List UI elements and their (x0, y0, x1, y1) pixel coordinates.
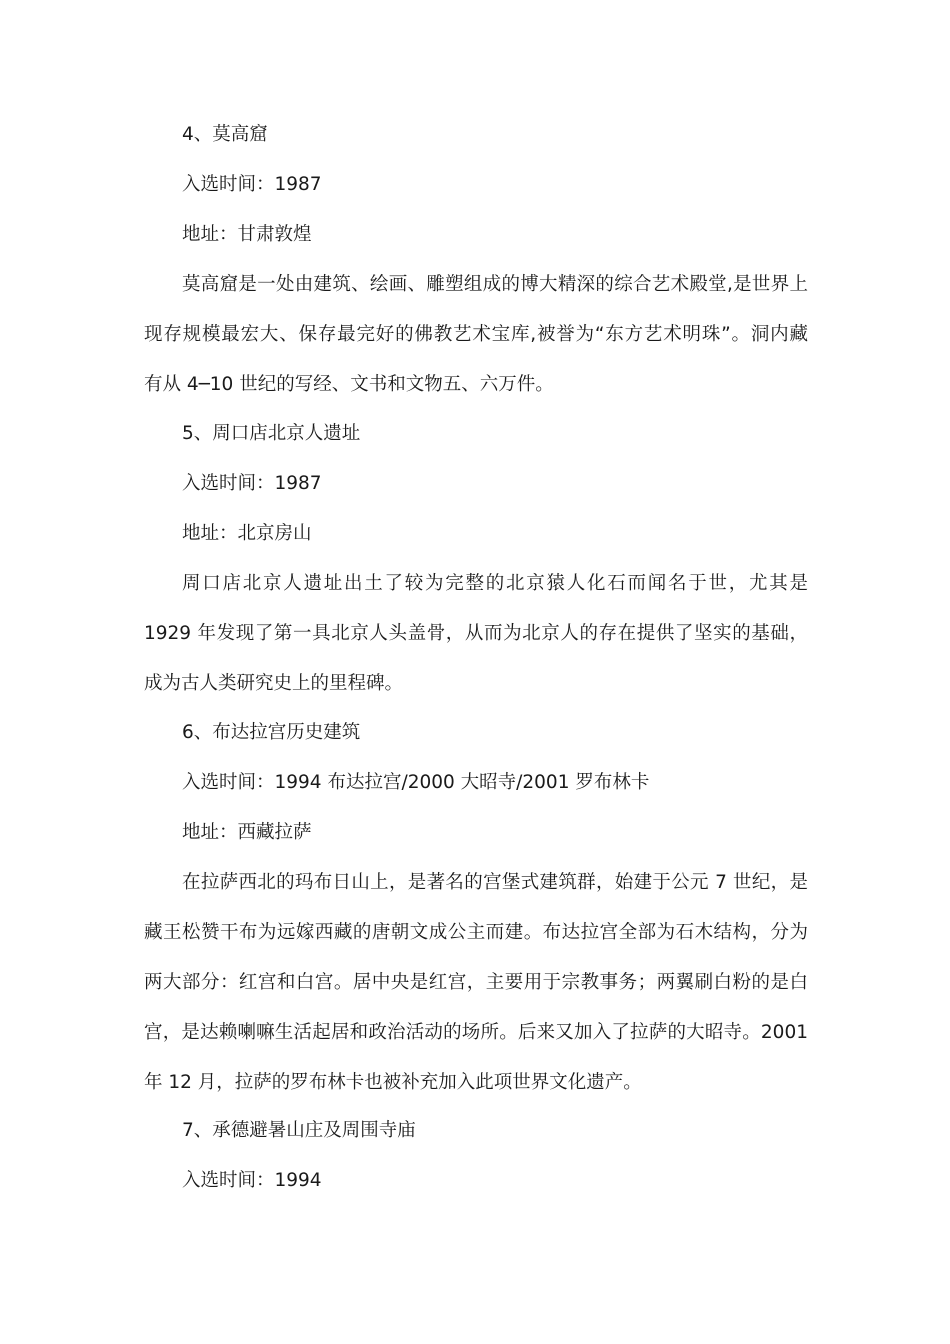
paragraph-line: 宫，是达赖喇嘛生活起居和政治活动的场所。后来又加入了拉萨的大昭寺。2001 (144, 1022, 808, 1043)
paragraph-line: 成为古人类研究史上的里程碑。 (144, 673, 404, 694)
selection-time: 入选时间：1994 布达拉宫/2000 大昭寺/2001 罗布林卡 (182, 772, 650, 793)
address: 地址：甘肃敦煌 (182, 224, 312, 245)
section-heading: 5、周口店北京人遗址 (182, 423, 361, 444)
section-potala-palace (144, 708, 808, 1108)
paragraph-line: 有从 4─10 世纪的写经、文书和文物五、六万件。 (144, 374, 554, 395)
paragraph-line: 两大部分：红宫和白宫。居中央是红宫，主要用于宗教事务；两翼刷白粉的是白 (144, 972, 808, 993)
section-zhoukoudian (144, 409, 808, 709)
selection-time: 入选时间：1994 (182, 1170, 322, 1191)
description-paragraph (144, 559, 808, 709)
section-chengde-mountain-resort (144, 1106, 808, 1206)
section-heading: 4、莫高窟 (182, 124, 268, 145)
paragraph-line: 在拉萨西北的玛布日山上，是著名的宫堡式建筑群，始建于公元 7 世纪，是 (182, 872, 808, 893)
section-mogao-caves (144, 110, 808, 410)
paragraph-line: 年 12 月，拉萨的罗布林卡也被补充加入此项世界文化遗产。 (144, 1072, 642, 1093)
address: 地址：北京房山 (182, 523, 312, 544)
section-heading: 7、承德避暑山庄及周围寺庙 (182, 1120, 416, 1141)
selection-time: 入选时间：1987 (182, 473, 322, 494)
paragraph-line: 周口店北京人遗址出土了较为完整的北京猿人化石而闻名于世，尤其是 (182, 573, 808, 594)
selection-time: 入选时间：1987 (182, 174, 322, 195)
paragraph-line: 现存规模最宏大、保存最完好的佛教艺术宝库,被誉为“东方艺术明珠”。洞内藏 (144, 324, 808, 345)
section-heading: 6、布达拉宫历史建筑 (182, 722, 361, 743)
paragraph-line: 莫高窟是一处由建筑、绘画、雕塑组成的博大精深的综合艺术殿堂,是世界上 (182, 274, 808, 295)
address: 地址：西藏拉萨 (182, 822, 312, 843)
description-paragraph (144, 260, 808, 410)
paragraph-line: 藏王松赞干布为远嫁西藏的唐朝文成公主而建。布达拉宫全部为石木结构，分为 (144, 922, 808, 943)
description-paragraph (144, 858, 808, 1108)
paragraph-line: 1929 年发现了第一具北京人头盖骨，从而为北京人的存在提供了坚实的基础， (144, 623, 808, 644)
